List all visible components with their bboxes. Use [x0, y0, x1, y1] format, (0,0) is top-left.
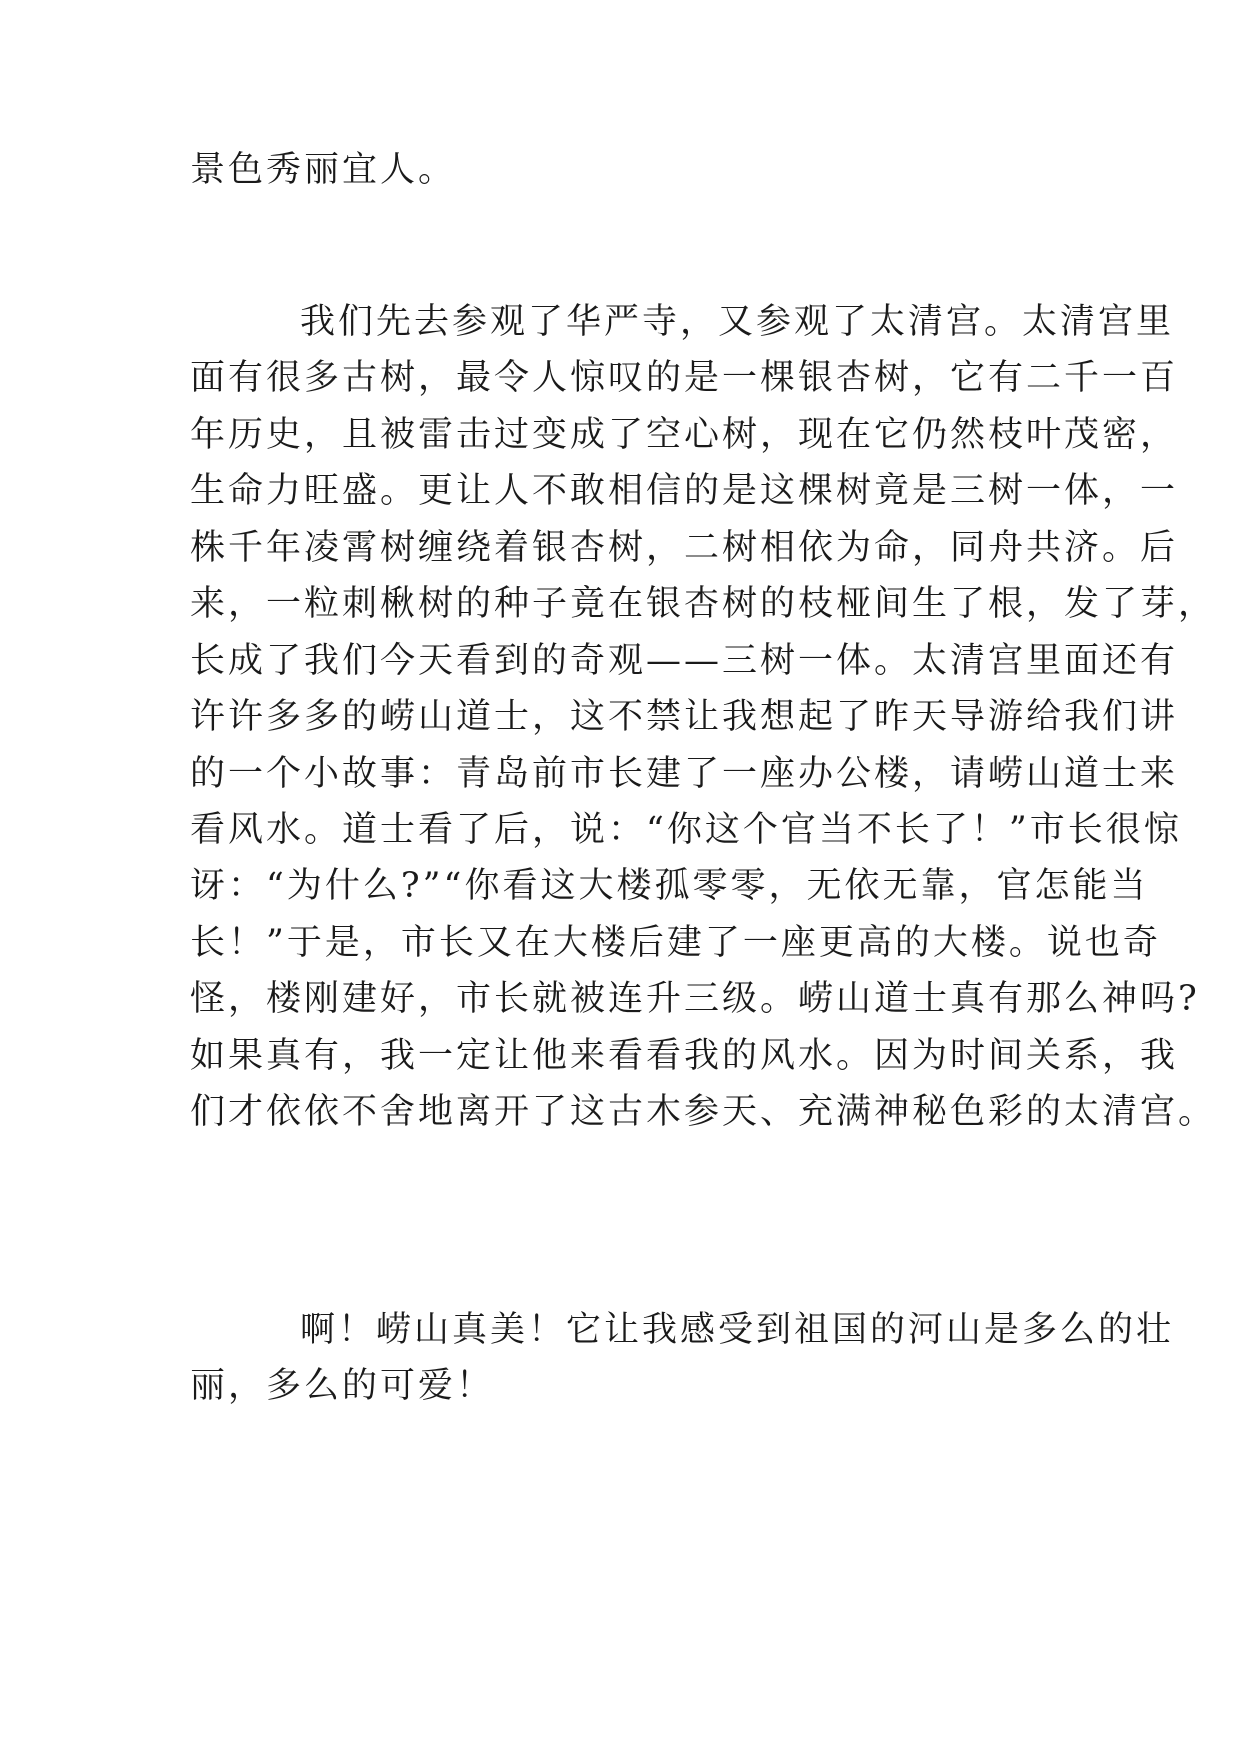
paragraph-line: 怪，楼刚建好，市长就被连升三级。崂山道士真有那么神吗?: [190, 979, 1200, 1019]
paragraph-line: 许许多多的崂山道士，这不禁让我想起了昨天导游给我们讲: [190, 697, 1179, 737]
paragraph-line: 啊！崂山真美！它让我感受到祖国的河山是多么的壮: [300, 1310, 1175, 1350]
paragraph-line: 景色秀丽宜人。: [190, 150, 457, 190]
paragraph-line: 们才依依不舍地离开了这古木参天、充满神秘色彩的太清宫。: [190, 1092, 1217, 1132]
paragraph-line: 长成了我们今天看到的奇观——三树一体。太清宫里面还有: [190, 641, 1179, 681]
paragraph-line: 讶：“为什么?”“你看这大楼孤零零，无依无靠，官怎能当: [190, 866, 1149, 906]
paragraph-line: 生命力旺盛。更让人不敢相信的是这棵树竟是三树一体，一: [190, 471, 1179, 511]
paragraph-line: 长！”于是，市长又在大楼后建了一座更高的大楼。说也奇: [190, 923, 1161, 963]
paragraph-line: 年历史，且被雷击过变成了空心树，现在它仍然枝叶茂密，: [190, 415, 1179, 455]
paragraph-line: 来，一粒刺楸树的种子竟在银杏树的枝桠间生了根，发了芽，: [190, 584, 1217, 624]
paragraph-line: 如果真有，我一定让他来看看我的风水。因为时间关系，我: [190, 1036, 1179, 1076]
paragraph-line: 我们先去参观了华严寺，又参观了太清宫。太清宫里: [300, 302, 1175, 342]
paragraph-line: 面有很多古树，最令人惊叹的是一棵银杏树，它有二千一百: [190, 358, 1179, 398]
paragraph-line: 的一个小故事：青岛前市长建了一座办公楼，请崂山道士来: [190, 754, 1179, 794]
paragraph-line: 看风水。道士看了后，说：“你这个官当不长了！”市长很惊: [190, 810, 1182, 850]
paragraph-line: 丽，多么的可爱！: [190, 1366, 495, 1406]
paragraph-line: 株千年凌霄树缠绕着银杏树，二树相依为命，同舟共济。后: [190, 528, 1179, 568]
